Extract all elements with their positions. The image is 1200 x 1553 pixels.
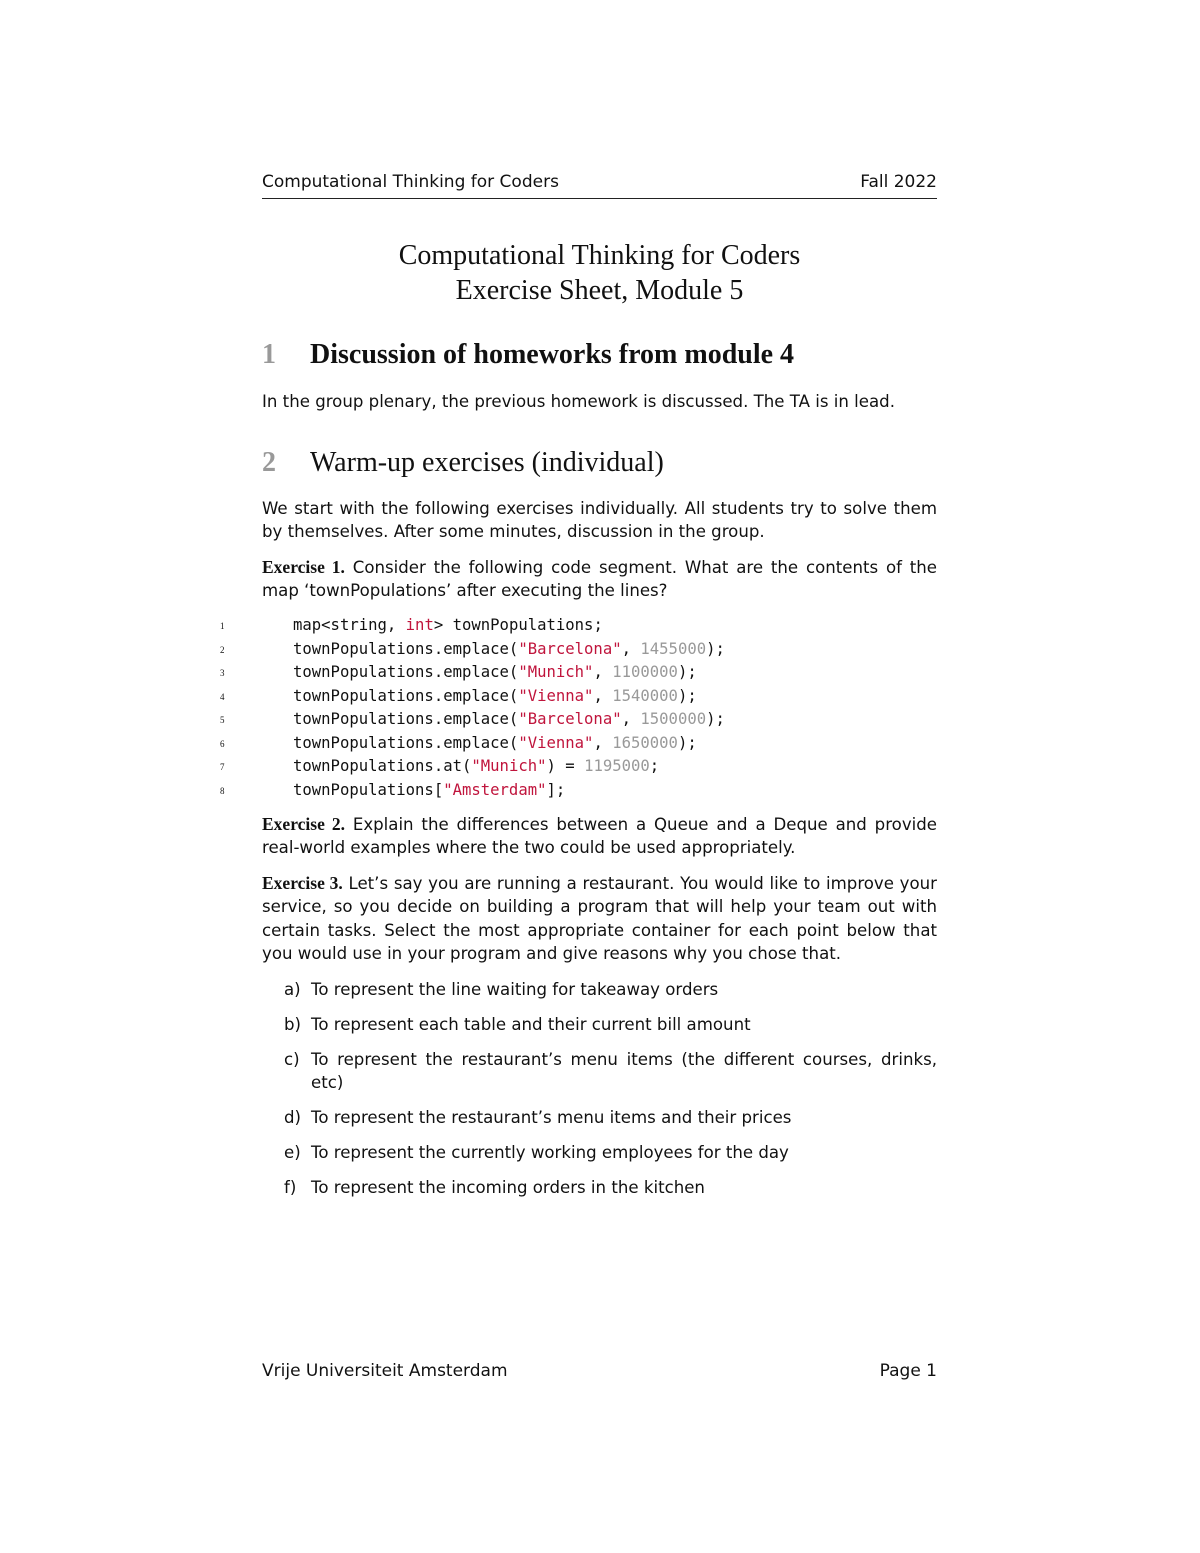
code-token: > townPopulations; bbox=[433, 616, 603, 634]
list-item-text: To represent the restaurant’s menu items and their prices bbox=[311, 1108, 792, 1128]
code-source bbox=[293, 779, 565, 803]
code-line bbox=[220, 779, 940, 803]
code-source bbox=[293, 614, 603, 638]
code-token: townPopulations.emplace( bbox=[293, 686, 519, 705]
code-token: ); bbox=[677, 686, 697, 705]
exercise-3-list bbox=[262, 978, 937, 1211]
list-item-text: To represent each table and their current bill amount bbox=[311, 1015, 751, 1034]
line-number: 3 bbox=[220, 668, 225, 678]
header-term: Fall 2022 bbox=[860, 172, 937, 192]
line-number: 5 bbox=[220, 715, 225, 725]
header-course-title: Computational Thinking for Coders bbox=[262, 172, 559, 192]
list-marker: e) bbox=[284, 1143, 301, 1163]
code-token: , bbox=[621, 710, 641, 728]
running-header bbox=[262, 170, 937, 199]
code-token: map<string, bbox=[293, 616, 406, 634]
code-token-str: "Barcelona" bbox=[518, 710, 622, 728]
code-token: townPopulations.at( bbox=[293, 757, 472, 775]
list-item bbox=[262, 978, 937, 1001]
code-token-num: 1540000 bbox=[612, 686, 678, 705]
section-1-heading bbox=[262, 338, 794, 372]
list-item-text: To represent the restaurant’s menu items (the different courses, drinks, etc) bbox=[311, 1050, 937, 1093]
code-token: ); bbox=[677, 733, 697, 752]
exercise-label: Exercise 1. bbox=[262, 557, 345, 577]
title-line-1: Computational Thinking for Coders bbox=[398, 240, 801, 271]
document-page bbox=[220, 0, 937, 1553]
code-token: ); bbox=[706, 710, 725, 728]
list-item-text: To represent the currently working employees for the day bbox=[311, 1143, 789, 1163]
code-token: , bbox=[593, 686, 613, 705]
line-number: 2 bbox=[220, 644, 225, 655]
code-source bbox=[293, 732, 697, 756]
list-item bbox=[262, 1106, 937, 1129]
document-title bbox=[262, 238, 937, 308]
code-token: ; bbox=[649, 757, 660, 775]
code-token-num: 1455000 bbox=[640, 639, 707, 658]
list-item bbox=[262, 1176, 937, 1199]
code-token-str: "Vienna" bbox=[518, 733, 594, 752]
title-line-2: Exercise Sheet, Module 5 bbox=[455, 275, 744, 306]
code-token: ) = bbox=[546, 757, 585, 775]
code-token-str: "Munich" bbox=[471, 757, 547, 775]
section-title: Warm-up exercises (individual) bbox=[310, 447, 664, 478]
exercise-label: Exercise 2. bbox=[262, 814, 345, 834]
code-token-num: 1100000 bbox=[612, 663, 678, 681]
section-2-body: We start with the following exercises individually. All students try to solve them by themselves. After some minutes, discussion in the group. bbox=[262, 499, 937, 542]
code-token-str: "Vienna" bbox=[518, 686, 594, 705]
code-source bbox=[293, 685, 697, 709]
code-line bbox=[220, 685, 940, 709]
code-token-kw: int bbox=[405, 616, 434, 634]
code-listing bbox=[220, 614, 940, 802]
line-number: 4 bbox=[220, 691, 225, 702]
code-line bbox=[220, 755, 940, 779]
code-token: townPopulations.emplace( bbox=[293, 639, 519, 658]
code-token: , bbox=[593, 663, 613, 681]
code-token-str: "Amsterdam" bbox=[443, 780, 547, 799]
code-token: ]; bbox=[546, 780, 566, 799]
code-token-num: 1650000 bbox=[612, 733, 678, 752]
exercise-1 bbox=[262, 556, 937, 603]
footer-institution: Vrije Universiteit Amsterdam bbox=[262, 1361, 508, 1381]
footer-page-number: Page 1 bbox=[879, 1361, 937, 1381]
list-marker: b) bbox=[284, 1015, 302, 1034]
code-source bbox=[293, 708, 725, 732]
exercise-label: Exercise 3. bbox=[262, 873, 343, 893]
exercise-2 bbox=[262, 813, 937, 860]
line-number: 7 bbox=[220, 762, 225, 772]
code-token-str: "Munich" bbox=[518, 663, 594, 681]
list-item-text: To represent the incoming orders in the kitchen bbox=[311, 1178, 705, 1198]
code-token: , bbox=[593, 733, 613, 752]
list-marker: a) bbox=[284, 980, 301, 999]
list-marker: f) bbox=[284, 1178, 297, 1198]
code-token: townPopulations.emplace( bbox=[293, 710, 519, 728]
code-token: townPopulations[ bbox=[293, 780, 444, 799]
list-item bbox=[262, 1048, 937, 1095]
exercise-3 bbox=[262, 872, 937, 966]
line-number: 1 bbox=[220, 621, 225, 631]
exercise-text: Explain the differences between a Queue and a Deque and provide real-world examples where the two could be used appropriately. bbox=[262, 815, 937, 858]
section-2-heading bbox=[262, 446, 664, 480]
list-item bbox=[262, 1141, 937, 1164]
section-number: 2 bbox=[262, 447, 276, 478]
list-marker: c) bbox=[284, 1050, 300, 1069]
code-token: ); bbox=[677, 663, 697, 681]
section-title: Discussion of homeworks from module 4 bbox=[310, 339, 795, 370]
code-token: ); bbox=[706, 639, 725, 658]
list-marker: d) bbox=[284, 1108, 302, 1128]
line-number: 8 bbox=[220, 785, 225, 796]
list-item bbox=[262, 1013, 937, 1036]
section-number: 1 bbox=[262, 339, 276, 370]
code-line bbox=[220, 614, 940, 638]
code-line bbox=[220, 732, 940, 756]
code-source bbox=[293, 638, 725, 662]
code-token: townPopulations.emplace( bbox=[293, 663, 519, 681]
code-token-str: "Barcelona" bbox=[518, 639, 622, 658]
code-token: townPopulations.emplace( bbox=[293, 733, 519, 752]
code-token-num: 1195000 bbox=[584, 757, 650, 775]
code-token-num: 1500000 bbox=[640, 710, 707, 728]
line-number: 6 bbox=[220, 738, 225, 749]
section-1-body: In the group plenary, the previous homework is discussed. The TA is in lead. bbox=[262, 392, 895, 411]
code-source bbox=[293, 755, 659, 779]
code-line bbox=[220, 708, 940, 732]
exercise-text: Consider the following code segment. What are the contents of the map ‘townPopulations’ after executing the lines? bbox=[262, 558, 937, 601]
code-source bbox=[293, 661, 697, 685]
exercise-text: Let’s say you are running a restaurant. You would like to improve your service, so you decide on building a program that will help your team out with certain tasks. Select the most appropriate container for each point below that you would use in your program and give reasons why you chose that. bbox=[262, 874, 937, 964]
code-line bbox=[220, 661, 940, 685]
code-line bbox=[220, 638, 940, 662]
list-item-text: To represent the line waiting for takeaway orders bbox=[311, 980, 719, 999]
code-token: , bbox=[621, 639, 641, 658]
